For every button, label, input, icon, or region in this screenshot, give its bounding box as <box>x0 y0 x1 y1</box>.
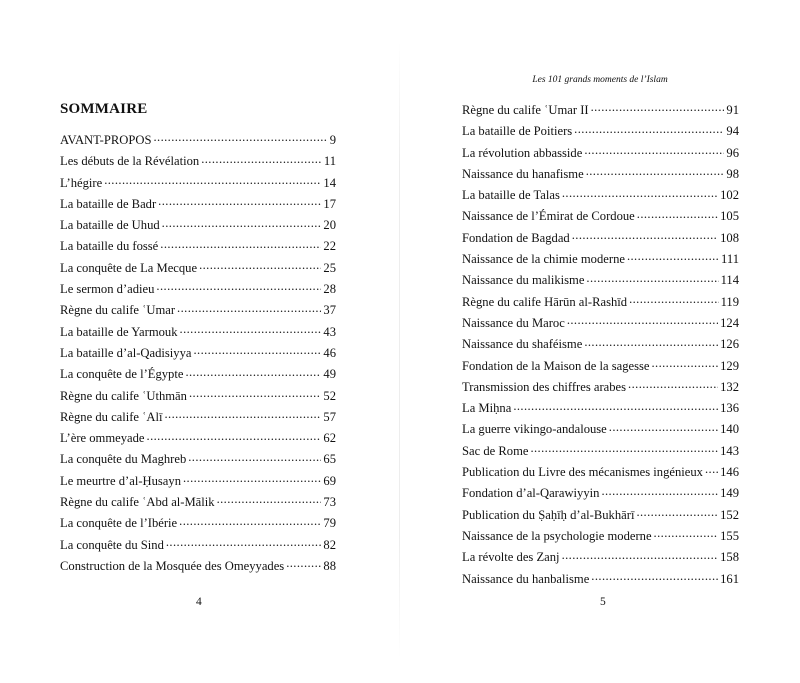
toc-entry <box>60 130 336 151</box>
dot-leader <box>158 195 321 208</box>
toc-entry <box>462 206 739 227</box>
toc-entry <box>60 364 336 385</box>
toc-entry-title: La conquête du Maghreb <box>60 452 187 467</box>
toc-entry-page-number: 94 <box>726 124 739 139</box>
toc-entry <box>60 535 336 556</box>
toc-entry-title: Règne du calife ʿUmar <box>60 303 176 318</box>
toc-entry-title: AVANT-PROPOS <box>60 133 152 147</box>
toc-entry-title: Le sermon d’adieu <box>60 282 155 297</box>
toc-entry-page-number: 37 <box>323 303 336 318</box>
toc-entry-page-number: 149 <box>720 486 739 501</box>
dot-leader <box>189 387 321 400</box>
toc-entry <box>462 334 739 355</box>
toc-entry <box>462 441 739 462</box>
toc-entry <box>60 300 336 321</box>
toc-entry <box>60 513 336 534</box>
dot-leader <box>513 400 718 413</box>
toc-entry-title: Construction de la Mosquée des Omeyyades <box>60 558 285 573</box>
toc-entry-page-number: 161 <box>720 571 739 586</box>
dot-leader <box>177 302 321 315</box>
toc-entry <box>60 258 336 279</box>
toc-entry-page-number: 17 <box>323 196 336 211</box>
toc-entry-page-number: 43 <box>323 324 336 339</box>
dot-leader <box>601 485 718 498</box>
dot-leader <box>179 515 321 528</box>
toc-entry <box>60 407 336 428</box>
toc-entry-page-number: 52 <box>323 388 336 403</box>
right-page <box>400 0 800 683</box>
toc-entry-title: La bataille d’al-Qadisiyya <box>60 345 192 360</box>
toc-entry-page-number: 20 <box>323 218 336 233</box>
dot-leader <box>586 165 725 178</box>
toc-entry <box>462 483 739 504</box>
toc-entry-title: Naissance de la chimie moderne <box>462 252 625 267</box>
toc-entry <box>462 377 739 398</box>
toc-entry-title: Naissance de la psychologie moderne <box>462 528 652 543</box>
dot-leader <box>156 280 321 293</box>
toc-entry-page-number: 143 <box>720 443 739 458</box>
dot-leader <box>166 536 322 549</box>
dot-leader <box>147 430 322 443</box>
toc-entry-page-number: 28 <box>323 282 336 297</box>
dot-leader <box>562 549 719 562</box>
dot-leader <box>636 506 718 519</box>
dot-leader <box>153 131 327 144</box>
toc-entry-title: La conquête de l’Égypte <box>60 367 184 382</box>
toc-entry <box>60 173 336 194</box>
toc-entry <box>462 143 739 164</box>
toc-entry-title: La révolution abbasside <box>462 145 583 160</box>
toc-entry-title: Naissance du hanbalisme <box>462 571 590 586</box>
dot-leader <box>193 344 321 357</box>
toc-entry <box>462 249 739 270</box>
toc-entry-page-number: 49 <box>323 367 336 382</box>
dot-leader <box>164 408 321 421</box>
toc-entry <box>462 419 739 440</box>
toc-entry-title: La conquête du Sind <box>60 537 164 552</box>
toc-entry-page-number: 108 <box>720 230 739 245</box>
toc-entry-title: La Miḥna <box>462 401 512 416</box>
toc-entry <box>60 428 336 449</box>
toc-entry <box>462 292 739 313</box>
toc-entry <box>60 343 336 364</box>
toc-entry-title: La guerre vikingo-andalouse <box>462 422 607 437</box>
toc-entry-page-number: 146 <box>720 465 739 480</box>
toc-entry-title: Fondation de la Maison de la sagesse <box>462 358 650 373</box>
toc-entry <box>462 462 739 483</box>
toc-entry-title: La conquête de La Mecque <box>60 260 198 275</box>
toc-list-right <box>462 100 739 590</box>
toc-entry-page-number: 111 <box>721 252 739 267</box>
dot-leader <box>104 174 321 187</box>
dot-leader <box>654 527 719 540</box>
running-header: Les 101 grands moments de l’Islam <box>532 75 668 85</box>
toc-entry-page-number: 22 <box>323 239 336 254</box>
toc-entry-page-number: 114 <box>720 273 739 288</box>
toc-entry-page-number: 57 <box>323 409 336 424</box>
toc-entry-title: Publication du Ṣaḥīḥ d’al-Bukhārī <box>462 507 635 522</box>
toc-entry-page-number: 62 <box>323 431 336 446</box>
toc-entry-page-number: 152 <box>720 507 739 522</box>
toc-entry-title: Naissance du malikisme <box>462 273 585 288</box>
toc-entry-title: Naissance du Maroc <box>462 315 565 330</box>
toc-entry-title: Naissance du hanafisme <box>462 166 584 181</box>
dot-leader <box>584 336 718 349</box>
dot-leader <box>629 293 719 306</box>
dot-leader <box>286 557 321 570</box>
toc-entry-page-number: 11 <box>323 154 336 169</box>
toc-entry <box>462 356 739 377</box>
toc-title: SOMMAIRE <box>60 101 148 117</box>
toc-entry-page-number: 140 <box>720 422 739 437</box>
dot-leader <box>567 314 718 327</box>
dot-leader <box>217 493 322 506</box>
dot-leader <box>586 272 718 285</box>
toc-entry-page-number: 126 <box>720 337 739 352</box>
dot-leader <box>201 153 322 166</box>
toc-list-left <box>60 130 336 577</box>
toc-entry <box>462 228 739 249</box>
dot-leader <box>162 217 322 230</box>
dot-leader <box>160 238 321 251</box>
toc-entry <box>462 526 739 547</box>
dot-leader <box>609 421 718 434</box>
dot-leader <box>574 123 724 136</box>
toc-entry <box>60 449 336 470</box>
toc-entry-page-number: 91 <box>726 103 739 117</box>
toc-entry-title: Fondation de Bagdad <box>462 230 570 245</box>
dot-leader <box>185 366 321 379</box>
dot-leader <box>584 144 724 157</box>
toc-entry-page-number: 14 <box>323 175 336 190</box>
toc-entry-title: Règne du calife Hārūn al-Rashīd <box>462 294 628 309</box>
toc-entry-title: La bataille de Uhud <box>60 218 160 233</box>
dot-leader <box>183 472 321 485</box>
toc-entry <box>462 121 739 142</box>
toc-entry-title: La révolte des Zanj <box>462 550 560 565</box>
dot-leader <box>705 463 718 476</box>
toc-entry-page-number: 119 <box>720 294 739 309</box>
toc-entry-title: Règne du calife ʿUmar II <box>462 103 589 117</box>
toc-entry <box>60 279 336 300</box>
toc-entry-title: Règne du calife ʿUthmān <box>60 388 187 403</box>
toc-entry-title: La bataille de Talas <box>462 188 560 203</box>
toc-entry-page-number: 132 <box>720 379 739 394</box>
toc-entry-title: La bataille de Poitiers <box>462 124 573 139</box>
toc-entry <box>462 100 739 121</box>
dot-leader <box>180 323 322 336</box>
toc-entry <box>60 556 336 577</box>
toc-entry <box>60 194 336 215</box>
toc-entry-title: Sac de Rome <box>462 443 529 458</box>
dot-leader <box>188 451 321 464</box>
dot-leader <box>591 101 725 114</box>
toc-entry <box>462 398 739 419</box>
toc-entry-page-number: 158 <box>720 550 739 565</box>
toc-entry <box>60 322 336 343</box>
dot-leader <box>562 187 718 200</box>
dot-leader <box>637 208 718 221</box>
toc-entry-title: Fondation d’al-Qarawiyyin <box>462 486 600 501</box>
toc-entry-title: La bataille de Yarmouk <box>60 324 178 339</box>
toc-entry-page-number: 46 <box>323 345 336 360</box>
toc-entry-page-number: 98 <box>726 166 739 181</box>
toc-entry-title: Règne du calife ʿAbd al-Mālik <box>60 495 215 510</box>
toc-entry-title: Naissance du shaféisme <box>462 337 583 352</box>
toc-entry <box>462 547 739 568</box>
toc-entry <box>462 505 739 526</box>
toc-entry-page-number: 88 <box>323 558 336 573</box>
toc-entry-title: Naissance de l’Émirat de Cordoue <box>462 209 635 224</box>
dot-leader <box>199 259 321 272</box>
toc-entry-page-number: 124 <box>720 315 739 330</box>
toc-entry-title: Les débuts de la Révélation <box>60 154 200 169</box>
toc-entry-page-number: 25 <box>323 260 336 275</box>
toc-entry-page-number: 69 <box>323 473 336 488</box>
toc-entry-page-number: 96 <box>726 145 739 160</box>
toc-entry <box>462 270 739 291</box>
toc-entry-page-number: 155 <box>720 528 739 543</box>
toc-entry-title: La conquête de l’Ibérie <box>60 516 178 531</box>
toc-entry-page-number: 79 <box>323 516 336 531</box>
toc-entry-page-number: 136 <box>720 401 739 416</box>
page-number-right: 5 <box>600 596 606 608</box>
dot-leader <box>572 229 718 242</box>
toc-entry <box>462 164 739 185</box>
toc-entry <box>462 185 739 206</box>
toc-entry-title: L’hégire <box>60 175 103 190</box>
toc-entry-title: La bataille de Badr <box>60 196 157 211</box>
toc-entry-title: Le meurtre d’al-Ḥusayn <box>60 473 181 488</box>
left-page <box>0 0 399 683</box>
toc-entry-title: Transmission des chiffres arabes <box>462 379 627 394</box>
toc-entry-page-number: 105 <box>720 209 739 224</box>
dot-leader <box>530 442 718 455</box>
dot-leader <box>651 357 718 370</box>
toc-entry-title: L’ère ommeyade <box>60 431 145 446</box>
dot-leader <box>591 570 718 583</box>
toc-entry <box>60 215 336 236</box>
page-number-left: 4 <box>196 596 202 608</box>
toc-entry-page-number: 102 <box>720 188 739 203</box>
toc-entry-page-number: 65 <box>323 452 336 467</box>
toc-entry <box>462 313 739 334</box>
dot-leader <box>627 250 719 263</box>
toc-entry-page-number: 73 <box>323 495 336 510</box>
toc-entry-title: Règne du calife ʿAlī <box>60 409 163 424</box>
toc-entry <box>60 492 336 513</box>
toc-entry-page-number: 82 <box>323 537 336 552</box>
toc-entry-title: La bataille du fossé <box>60 239 159 254</box>
toc-entry <box>60 236 336 257</box>
toc-entry <box>60 471 336 492</box>
toc-entry-page-number: 9 <box>329 133 336 147</box>
dot-leader <box>628 378 718 391</box>
toc-entry <box>60 151 336 172</box>
toc-entry <box>60 386 336 407</box>
toc-entry <box>462 569 739 590</box>
toc-entry-title: Publication du Livre des mécanismes ingénieux <box>462 465 703 480</box>
toc-entry-page-number: 129 <box>720 358 739 373</box>
